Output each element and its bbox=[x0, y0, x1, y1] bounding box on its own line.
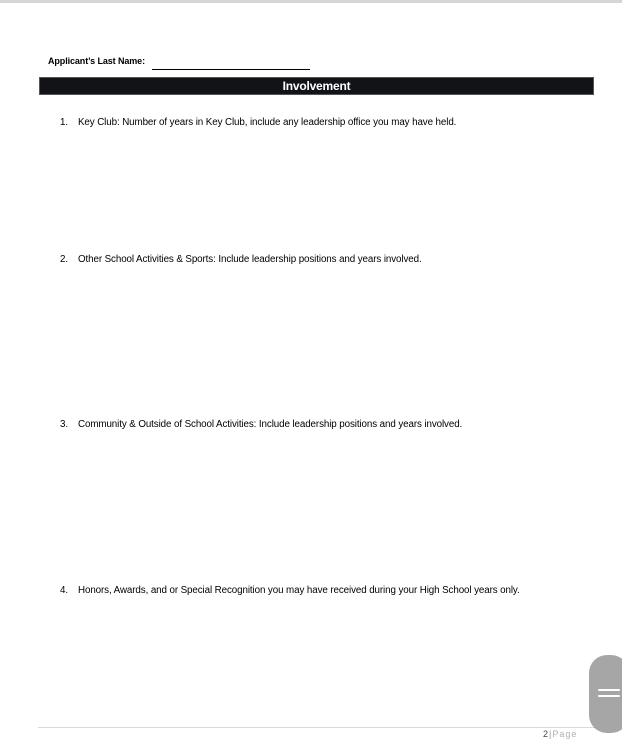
section-title: Involvement bbox=[282, 79, 351, 93]
question-text: Honors, Awards, and or Special Recognition you may have received during your High School years only. bbox=[78, 585, 520, 596]
question-text: Other School Activities & Sports: Include leadership positions and years involved. bbox=[78, 254, 422, 265]
footer-divider bbox=[38, 727, 598, 728]
applicant-last-name-line bbox=[152, 69, 310, 70]
question-number: 4. bbox=[60, 585, 68, 596]
question-text: Community & Outside of School Activities: Include leadership positions and years involved. bbox=[78, 419, 463, 430]
page-word: Page bbox=[552, 729, 578, 739]
question-number: 2. bbox=[60, 254, 68, 265]
question-2 bbox=[60, 254, 422, 265]
question-number: 1. bbox=[60, 117, 68, 128]
question-text: Key Club: Number of years in Key Club, include any leadership office you may have held. bbox=[78, 117, 457, 128]
question-3 bbox=[60, 419, 462, 430]
applicant-name-row bbox=[48, 56, 310, 66]
page-number: 2 bbox=[543, 729, 549, 739]
applicant-last-name-label: Applicant’s Last Name: bbox=[48, 56, 145, 66]
question-1 bbox=[60, 117, 456, 128]
scroll-handle[interactable] bbox=[589, 655, 622, 733]
section-header-bar bbox=[39, 77, 594, 95]
page-top-edge bbox=[0, 0, 622, 3]
question-number: 3. bbox=[60, 419, 68, 430]
grip-line-icon bbox=[598, 689, 620, 691]
question-4 bbox=[60, 585, 520, 596]
grip-line-icon bbox=[598, 695, 620, 697]
page-separator: | bbox=[549, 729, 552, 739]
page-number-footer bbox=[543, 729, 577, 739]
